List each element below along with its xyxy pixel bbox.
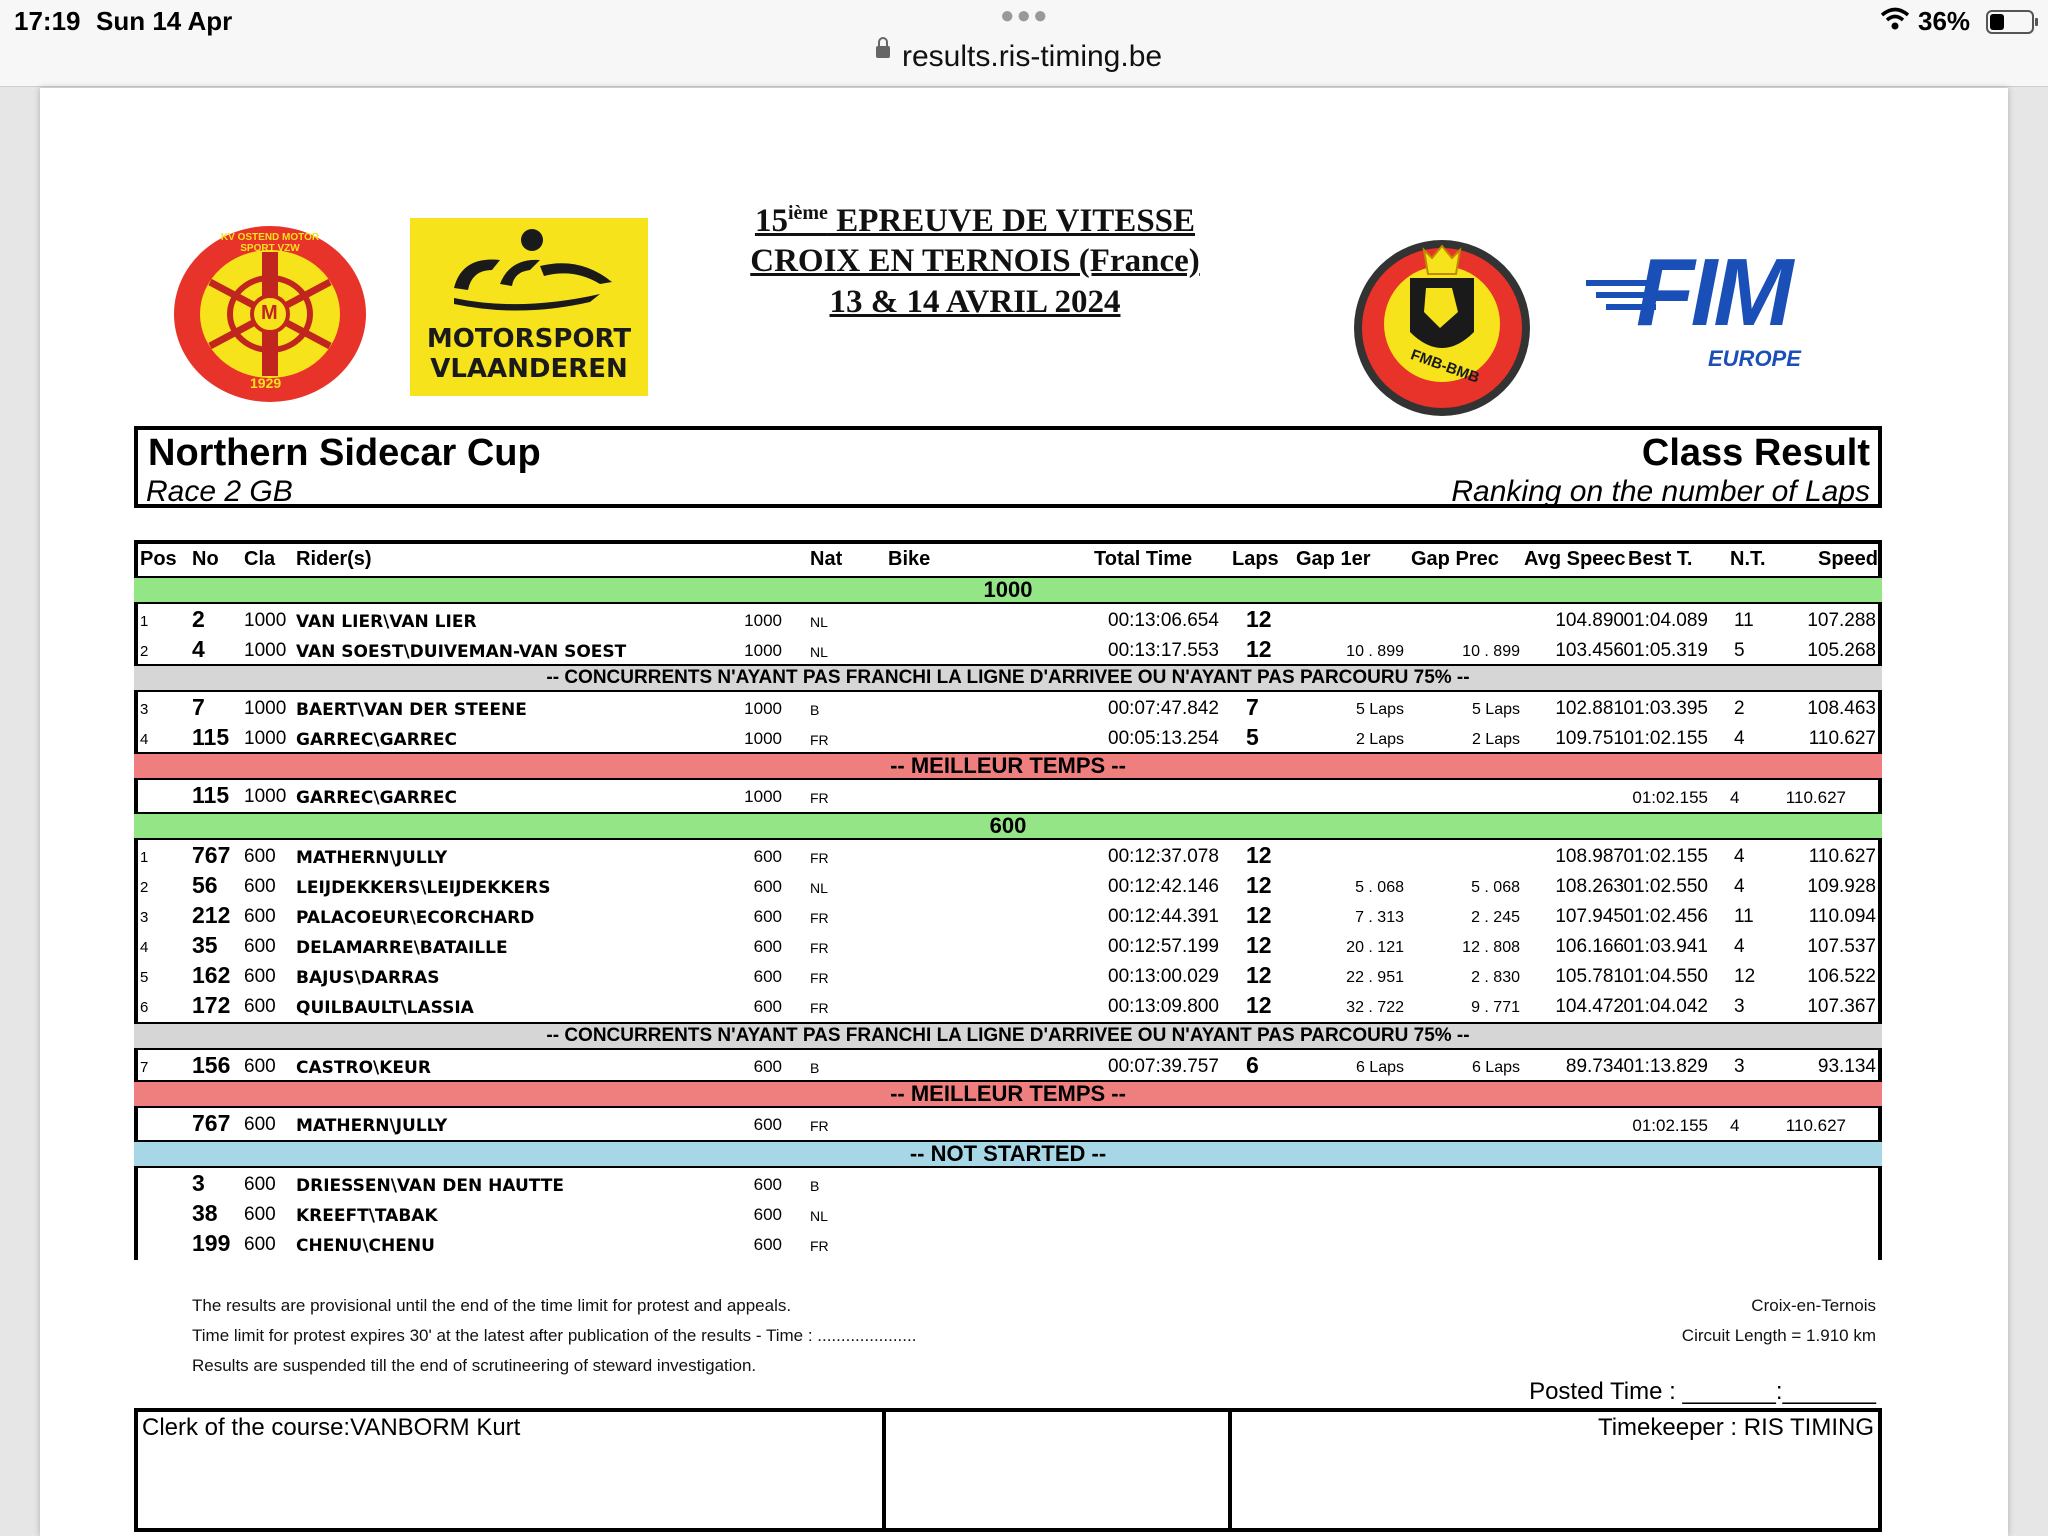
cell-nt: 3 <box>1734 1056 1745 1077</box>
not-finished-band-600: -- CONCURRENTS N'AYANT PAS FRANCHI LA LIGNE D'ARRIVEE OU N'AYANT PAS PARCOURU 75% -- <box>134 1022 1882 1050</box>
best-time-band-600: -- MEILLEUR TEMPS -- <box>134 1080 1882 1108</box>
cell-best: 01:02.155 <box>1632 1116 1708 1135</box>
cell-no: 212 <box>192 902 231 928</box>
cell-time: 00:12:44.391 <box>1108 906 1219 927</box>
cell-gap1: 5 Laps <box>1355 701 1404 718</box>
cell-gapp: 10 . 899 <box>1462 643 1520 660</box>
best-time-row <box>134 1108 1882 1138</box>
cell-time: 00:13:06.654 <box>1108 610 1219 631</box>
cell-nat: FR <box>810 1000 829 1016</box>
cell-speed: 107.288 <box>1807 610 1876 631</box>
cell-pos: 2 <box>140 643 149 660</box>
note-suspended: Results are suspended till the end of scrutineering of steward investigation. <box>192 1356 757 1375</box>
cell-gap1: 20 . 121 <box>1346 939 1404 956</box>
cell-bike: 600 <box>753 847 782 866</box>
cell-no: 767 <box>192 1110 231 1136</box>
not-started-row <box>134 1228 1882 1258</box>
cell-gapp: 6 Laps <box>1471 1059 1520 1076</box>
col-cla: Cla <box>244 548 276 570</box>
cell-riders: MATHERN\JULLY <box>296 848 448 868</box>
battery-icon <box>1986 10 2034 34</box>
col-no: No <box>192 548 219 570</box>
cell-riders: CASTRO\KEUR <box>296 1058 431 1078</box>
cell-laps: 5 <box>1246 724 1259 750</box>
col-nt: N.T. <box>1730 548 1766 570</box>
table-row <box>134 692 1882 722</box>
table-row <box>134 960 1882 990</box>
best-time-band-1000: -- MEILLEUR TEMPS -- <box>134 752 1882 780</box>
cell-gapp: 2 . 830 <box>1471 969 1520 986</box>
lock-icon <box>876 46 890 58</box>
cell-cla: 600 <box>244 1204 276 1225</box>
table-row <box>134 604 1882 634</box>
cell-bike: 600 <box>753 877 782 896</box>
cell-cla: 600 <box>244 846 276 867</box>
motorsport-vlaanderen-mark <box>440 226 620 322</box>
note-protest: Time limit for protest expires 30' at the latest after publication of the results - Time : ..................... <box>192 1326 917 1345</box>
cell-speed: 110.094 <box>1808 906 1876 927</box>
cell-laps: 12 <box>1246 872 1272 898</box>
cell-time: 00:13:17.553 <box>1108 640 1219 661</box>
cell-no: 3 <box>192 1170 205 1196</box>
cell-bike: 600 <box>753 1115 782 1134</box>
cell-nat: B <box>810 702 820 718</box>
cell-nat: NL <box>810 1208 828 1224</box>
cell-avg: 89.734 <box>1565 1056 1624 1077</box>
cell-time: 00:05:13.254 <box>1108 728 1219 749</box>
cell-pos: 1 <box>140 849 149 866</box>
table-row <box>134 840 1882 870</box>
result-title-box <box>134 426 1882 508</box>
cell-avg: 107.945 <box>1555 906 1624 927</box>
note-provisional: The results are provisional until the end of the time limit for protest and appeals. <box>192 1296 792 1315</box>
cell-best: 01:04.089 <box>1623 610 1708 631</box>
cell-no: 2 <box>192 606 205 632</box>
result-type: Class Result <box>1641 432 1870 474</box>
mv-line1: MOTORSPORT <box>426 324 632 354</box>
cell-time: 00:12:57.199 <box>1108 936 1219 957</box>
cell-nt: 11 <box>1734 610 1754 631</box>
fim-europe-text: EUROPE <box>1708 346 1801 371</box>
cell-nat: B <box>810 1060 820 1076</box>
cell-cla: 600 <box>244 1056 276 1077</box>
cell-laps: 7 <box>1246 694 1259 720</box>
cell-nt: 4 <box>1734 728 1745 749</box>
cell-avg: 105.781 <box>1555 966 1624 987</box>
cell-laps: 12 <box>1246 636 1272 662</box>
cell-cla: 1000 <box>244 698 287 719</box>
cell-nt: 4 <box>1730 788 1740 807</box>
race-label: Race 2 GB <box>146 475 293 508</box>
cell-best: 01:04.042 <box>1623 996 1708 1017</box>
mv-line2: VLAANDEREN <box>430 354 628 384</box>
cell-laps: 12 <box>1246 842 1272 868</box>
cell-nat: FR <box>810 1118 829 1134</box>
cup-title: Northern Sidecar Cup <box>148 432 541 474</box>
cell-bike: 1000 <box>744 641 782 660</box>
cell-pos: 4 <box>140 731 149 748</box>
cell-nat: FR <box>810 910 829 926</box>
cell-nt: 3 <box>1734 996 1745 1017</box>
cell-best: 01:05.319 <box>1623 640 1708 661</box>
cell-speed: 110.627 <box>1785 788 1846 807</box>
cell-pos: 3 <box>140 701 149 718</box>
cell-riders: VAN SOEST\DUIVEMAN-VAN SOEST <box>296 642 627 662</box>
cell-riders: GARREC\GARREC <box>296 730 457 750</box>
cell-bike: 1000 <box>744 699 782 718</box>
cell-riders: QUILBAULT\LASSIA <box>296 998 474 1018</box>
col-best-t: Best T. <box>1628 548 1693 570</box>
cell-cla: 600 <box>244 1234 276 1255</box>
cell-laps: 12 <box>1246 606 1272 632</box>
status-time: 17:19 <box>14 6 81 36</box>
cell-time: 00:07:47.842 <box>1108 698 1219 719</box>
col-pos: Pos <box>140 548 177 570</box>
cell-nt: 4 <box>1734 876 1745 897</box>
sig-divider <box>1228 1412 1232 1532</box>
status-date: Sun 14 Apr <box>96 6 233 36</box>
cell-bike: 1000 <box>744 787 782 806</box>
cell-cla: 600 <box>244 936 276 957</box>
cell-riders: LEIJDEKKERS\LEIJDEKKERS <box>296 878 551 898</box>
cell-speed: 108.463 <box>1807 698 1876 719</box>
cell-no: 172 <box>192 992 231 1018</box>
cell-gap1: 5 . 068 <box>1355 879 1404 896</box>
cell-gapp: 5 Laps <box>1471 701 1520 718</box>
cell-bike: 1000 <box>744 729 782 748</box>
col-laps: Laps <box>1232 548 1279 570</box>
cell-no: 767 <box>192 842 231 868</box>
cell-bike: 600 <box>753 997 782 1016</box>
cell-nat: B <box>810 1178 820 1194</box>
cell-pos: 2 <box>140 879 149 896</box>
osm-ring-text: KV OSTEND MOTOR SPORT VZW <box>220 232 320 254</box>
table-row <box>134 870 1882 900</box>
location: Croix-en-Ternois <box>1751 1296 1876 1315</box>
cell-laps: 12 <box>1246 992 1272 1018</box>
cell-cla: 600 <box>244 876 276 897</box>
cell-avg: 106.166 <box>1555 936 1624 957</box>
cell-nat: NL <box>810 880 828 896</box>
not-started-row <box>134 1168 1882 1198</box>
table-row <box>134 990 1882 1020</box>
cell-cla: 600 <box>244 966 276 987</box>
col-speed: Speed <box>1818 548 1879 570</box>
cell-nt: 4 <box>1734 936 1745 957</box>
not-finished-band-1000: -- CONCURRENTS N'AYANT PAS FRANCHI LA LIGNE D'ARRIVEE OU N'AYANT PAS PARCOURU 75% -- <box>134 664 1882 692</box>
cell-speed: 106.522 <box>1807 966 1876 987</box>
cell-cla: 600 <box>244 1174 276 1195</box>
cell-best: 01:02.456 <box>1623 906 1708 927</box>
cell-bike: 600 <box>753 1205 782 1224</box>
cell-laps: 12 <box>1246 902 1272 928</box>
cell-avg: 103.456 <box>1555 640 1624 661</box>
cell-gapp: 2 . 245 <box>1471 909 1520 926</box>
cell-gap1: 10 . 899 <box>1346 643 1404 660</box>
table-row <box>134 900 1882 930</box>
cell-gap1: 7 . 313 <box>1355 909 1404 926</box>
cell-avg: 102.881 <box>1555 698 1624 719</box>
table-row <box>134 1050 1882 1080</box>
cell-nat: FR <box>810 732 829 748</box>
cell-nat: FR <box>810 940 829 956</box>
cell-nt: 12 <box>1734 966 1756 987</box>
cell-cla: 1000 <box>244 728 287 749</box>
cell-riders: BAERT\VAN DER STEENE <box>296 700 527 720</box>
cell-time: 00:07:39.757 <box>1108 1056 1219 1077</box>
wifi-icon <box>1880 6 1910 32</box>
table-row <box>134 722 1882 752</box>
cell-best: 01:04.550 <box>1623 966 1708 987</box>
cell-pos: 5 <box>140 969 149 986</box>
cell-pos: 4 <box>140 939 149 956</box>
cell-nt: 4 <box>1734 846 1745 867</box>
sig-divider <box>882 1412 886 1532</box>
cell-no: 115 <box>192 782 230 808</box>
cell-pos: 3 <box>140 909 149 926</box>
cell-gapp: 12 . 808 <box>1462 939 1520 956</box>
cell-speed: 110.627 <box>1808 846 1876 867</box>
osm-year: 1929 <box>250 375 282 391</box>
cell-nt: 11 <box>1734 906 1754 927</box>
cell-nt: 2 <box>1734 698 1745 719</box>
cell-bike: 600 <box>753 937 782 956</box>
cell-gap1: 6 Laps <box>1355 1059 1404 1076</box>
cell-avg: 104.472 <box>1555 996 1624 1017</box>
cell-riders: PALACOEUR\ECORCHARD <box>296 908 535 928</box>
cell-gap1: 32 . 722 <box>1346 999 1404 1016</box>
cell-speed: 110.627 <box>1785 1116 1846 1135</box>
cell-time: 00:13:00.029 <box>1108 966 1219 987</box>
address-bar-url[interactable]: results.ris-timing.be <box>902 40 1163 73</box>
cell-no: 4 <box>192 636 205 662</box>
cell-time: 00:12:42.146 <box>1108 876 1219 897</box>
cell-best: 01:03.941 <box>1623 936 1708 957</box>
cell-avg: 108.263 <box>1555 876 1624 897</box>
cell-speed: 107.367 <box>1807 996 1876 1017</box>
cell-riders: BAJUS\DARRAS <box>296 968 440 988</box>
cell-cla: 1000 <box>244 640 287 661</box>
cell-bike: 600 <box>753 1235 782 1254</box>
clerk-of-course: Clerk of the course:VANBORM Kurt <box>142 1414 521 1441</box>
cell-riders: DELAMARRE\BATAILLE <box>296 938 508 958</box>
cell-bike: 600 <box>753 1175 782 1194</box>
cell-bike: 1000 <box>744 611 782 630</box>
fmb-text: FMB-BMB <box>1408 346 1482 387</box>
ostend-logo-text <box>170 222 370 402</box>
cell-no: 38 <box>192 1200 218 1226</box>
cell-nat: FR <box>810 790 829 806</box>
cell-laps: 6 <box>1246 1052 1259 1078</box>
event-title-line2: CROIX EN TERNOIS (France) <box>750 243 1200 279</box>
table-row <box>134 634 1882 664</box>
cell-cla: 1000 <box>244 610 287 631</box>
signature-box <box>134 1408 1882 1532</box>
not-started-band: -- NOT STARTED -- <box>134 1140 1882 1168</box>
cell-best: 01:02.155 <box>1623 846 1708 867</box>
cell-gapp: 5 . 068 <box>1471 879 1520 896</box>
best-time-row <box>134 780 1882 810</box>
class-band-600: 600 <box>134 812 1882 840</box>
cell-gap1: 2 Laps <box>1355 731 1404 748</box>
more-dots-icon[interactable]: ●●● <box>1000 2 1050 29</box>
timekeeper: Timekeeper : RIS TIMING <box>1597 1414 1874 1441</box>
cell-nat: NL <box>810 644 828 660</box>
cell-pos: 6 <box>140 999 149 1016</box>
cell-nat: FR <box>810 850 829 866</box>
col-riders: Rider(s) <box>296 548 372 570</box>
col-bike: Bike <box>888 548 931 570</box>
cell-no: 7 <box>192 694 205 720</box>
cell-gapp: 2 Laps <box>1471 731 1520 748</box>
cell-best: 01:02.155 <box>1632 788 1708 807</box>
cell-avg: 104.890 <box>1555 610 1624 631</box>
cell-cla: 1000 <box>244 786 287 807</box>
cell-no: 35 <box>192 932 218 958</box>
cell-no: 115 <box>192 724 230 750</box>
motorsport-vlaanderen-logo <box>410 218 648 396</box>
cell-best: 01:13.829 <box>1623 1056 1708 1077</box>
cell-best: 01:02.155 <box>1623 728 1708 749</box>
table-header-row <box>134 544 1882 578</box>
col-gap-prec: Gap Prec <box>1411 548 1499 570</box>
cell-nt: 5 <box>1734 640 1745 661</box>
cell-riders: VAN LIER\VAN LIER <box>296 612 477 632</box>
cell-best: 01:03.395 <box>1623 698 1708 719</box>
cell-no: 162 <box>192 962 231 988</box>
not-started-row <box>134 1198 1882 1228</box>
cell-laps: 12 <box>1246 932 1272 958</box>
cell-bike: 600 <box>753 907 782 926</box>
col-gap-1er: Gap 1er <box>1296 548 1371 570</box>
fim-text: FIM <box>1636 239 1790 346</box>
cell-best: 01:02.550 <box>1623 876 1708 897</box>
fmb-logo-text-holder <box>1340 228 1544 418</box>
cell-bike: 600 <box>753 1057 782 1076</box>
cell-avg: 108.987 <box>1555 846 1624 867</box>
cell-no: 56 <box>192 872 218 898</box>
col-total-time: Total Time <box>1094 548 1193 570</box>
cell-time: 00:13:09.800 <box>1108 996 1219 1017</box>
posted-time: Posted Time : _______:_______ <box>1529 1378 1876 1405</box>
cell-speed: 109.928 <box>1807 876 1876 897</box>
motorsport-vlaanderen-text <box>410 324 648 384</box>
cell-pos: 1 <box>140 613 149 630</box>
event-title-line3: 13 & 14 AVRIL 2024 <box>829 284 1121 320</box>
ranking-note: Ranking on the number of Laps <box>1451 475 1870 508</box>
cell-riders: KREEFT\TABAK <box>296 1206 438 1226</box>
cell-gap1: 22 . 951 <box>1346 969 1404 986</box>
cell-laps: 12 <box>1246 962 1272 988</box>
cell-speed: 93.134 <box>1817 1056 1876 1077</box>
cell-speed: 105.268 <box>1807 640 1876 661</box>
table-row <box>134 930 1882 960</box>
cell-speed: 107.537 <box>1807 936 1876 957</box>
cell-time: 00:12:37.078 <box>1108 846 1219 867</box>
col-nat: Nat <box>810 548 843 570</box>
fim-europe-logo <box>1586 239 1846 378</box>
battery-percent: 36% <box>1918 6 1971 36</box>
cell-pos: 7 <box>140 1059 149 1076</box>
cell-nat: FR <box>810 1238 829 1254</box>
cell-speed: 110.627 <box>1808 728 1876 749</box>
cell-nat: NL <box>810 614 828 630</box>
circuit-length: Circuit Length = 1.910 km <box>1681 1326 1876 1345</box>
cell-gapp: 9 . 771 <box>1471 999 1520 1016</box>
cell-cla: 600 <box>244 906 276 927</box>
status-bar <box>0 0 2048 87</box>
cell-nat: FR <box>810 970 829 986</box>
osm-letter-m: M <box>261 302 278 324</box>
cell-no: 156 <box>192 1052 231 1078</box>
col-avg-speed: Avg Speec <box>1524 548 1626 570</box>
cell-riders: MATHERN\JULLY <box>296 1116 448 1136</box>
cell-riders: DRIESSEN\VAN DEN HAUTTE <box>296 1176 564 1196</box>
cell-bike: 600 <box>753 967 782 986</box>
cell-cla: 600 <box>244 996 276 1017</box>
cell-no: 199 <box>192 1230 231 1256</box>
cell-cla: 600 <box>244 1114 276 1135</box>
cell-avg: 109.751 <box>1555 728 1624 749</box>
class-band-1000: 1000 <box>134 576 1882 604</box>
cell-riders: GARREC\GARREC <box>296 788 457 808</box>
cell-nt: 4 <box>1730 1116 1740 1135</box>
event-title-line1: 15ième EPREUVE DE VITESSE <box>754 202 1196 239</box>
cell-riders: CHENU\CHENU <box>296 1236 435 1256</box>
